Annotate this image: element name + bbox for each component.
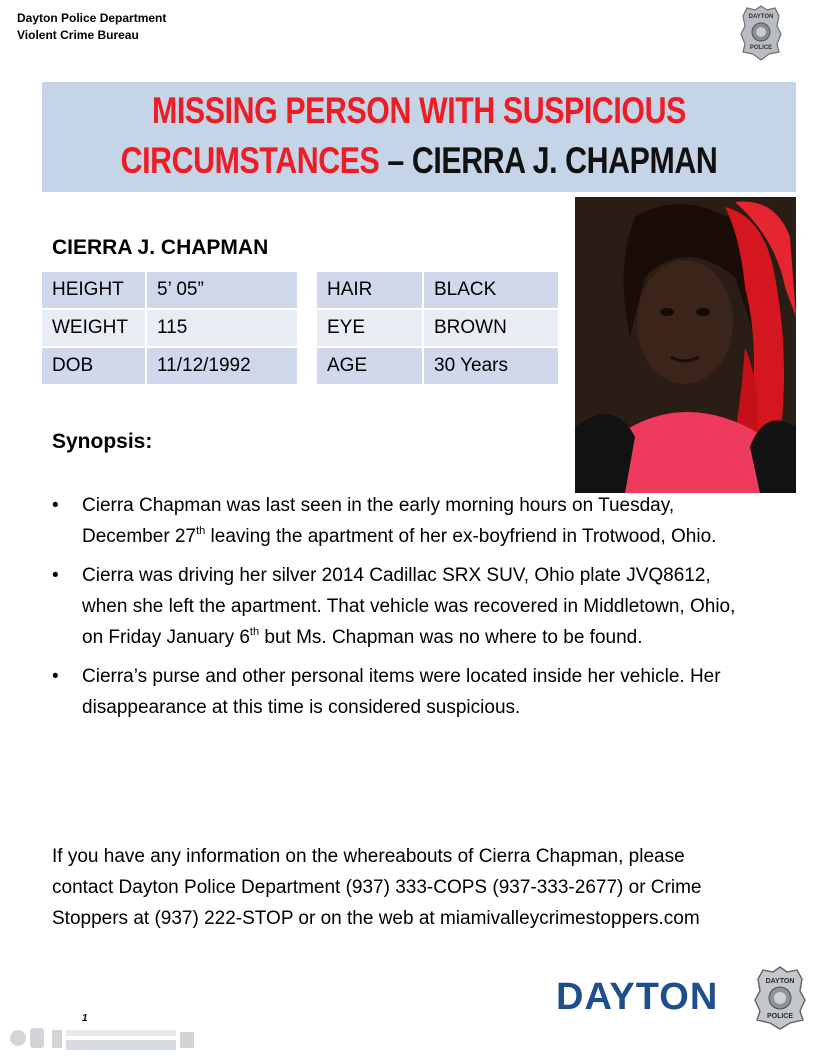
bullet-2-text-end: but Ms. Chapman was no where to be found. — [259, 627, 643, 648]
weight-label: WEIGHT — [42, 310, 145, 346]
table-row — [42, 348, 297, 384]
weight-value: 115 — [145, 310, 297, 346]
dayton-logo: DAYTON — [556, 976, 719, 1018]
hair-value: BLACK — [422, 272, 558, 308]
contact-paragraph: If you have any information on the whereabouts of Cierra Chapman, please contact Dayton Police Department (937) 333-COPS (937-333-2677) or Crime Stoppers at (937) 222-STOP or on the web at miamivalleycrimestoppers.com — [52, 846, 702, 929]
table-row — [42, 310, 297, 346]
headline-line-2 — [110, 136, 728, 186]
table-row — [317, 272, 558, 308]
height-value: 5’ 05” — [145, 272, 297, 308]
headline-name: CIERRA J. CHAPMAN — [411, 140, 718, 181]
footer-agency-logos — [8, 1022, 198, 1054]
headline-dash: – — [379, 140, 412, 181]
svg-text:DAYTON: DAYTON — [748, 14, 774, 20]
age-label: AGE — [317, 348, 422, 384]
physical-details-table-left — [42, 270, 297, 386]
eye-value: BROWN — [422, 310, 558, 346]
bullet-1-text-end: leaving the apartment of her ex-boyfriend in Trotwood, Ohio. — [205, 526, 717, 547]
department-heading — [17, 10, 166, 44]
bullet-3-text: Cierra’s purse and other personal items were located inside her vehicle. Her disappearance at this time is considered suspicious. — [82, 666, 721, 718]
police-badge-icon — [739, 4, 783, 62]
physical-details-table-right — [317, 270, 558, 386]
synopsis-list — [52, 490, 752, 731]
height-label: HEIGHT — [42, 272, 145, 308]
bullet-1-text: Cierra Chapman was last seen in the early morning hours on Tuesday, December 27 — [82, 495, 675, 547]
dob-value: 11/12/1992 — [145, 348, 297, 384]
bullet-2-superscript: th — [249, 626, 260, 638]
list-item — [52, 560, 752, 653]
eye-label: EYE — [317, 310, 422, 346]
subject-photo — [575, 197, 796, 493]
table-row — [317, 310, 558, 346]
table-row — [42, 272, 297, 308]
dob-label: DOB — [42, 348, 145, 384]
list-item — [52, 490, 752, 552]
badge-text-bottom: POLICE — [766, 1013, 794, 1020]
subject-name: CIERRA J. CHAPMAN — [52, 236, 269, 259]
bullet-2-text: Cierra was driving her silver 2014 Cadillac SRX SUV, Ohio plate JVQ8612, when she left the apartment. That vehicle was recovered in Middletown, Ohio, on Friday January 6 — [82, 565, 736, 648]
bureau-name: Violent Crime Bureau — [17, 28, 139, 42]
department-name: Dayton Police Department — [17, 11, 167, 25]
hair-label: HAIR — [317, 272, 422, 308]
age-value: 30 Years — [422, 348, 558, 384]
headline-banner — [42, 82, 796, 192]
table-row — [317, 348, 558, 384]
headline-line-1: MISSING PERSON WITH SUSPICIOUS — [152, 90, 686, 131]
synopsis-heading: Synopsis: — [52, 430, 153, 453]
page-number: 1 — [82, 1013, 88, 1024]
badge-text-top: DAYTON — [765, 978, 795, 985]
list-item — [52, 661, 752, 723]
police-badge-icon — [752, 965, 808, 1031]
svg-text:POLICE: POLICE — [749, 45, 773, 51]
headline-circumstances: CIRCUMSTANCES — [120, 140, 380, 181]
bullet-1-superscript: th — [196, 525, 206, 537]
